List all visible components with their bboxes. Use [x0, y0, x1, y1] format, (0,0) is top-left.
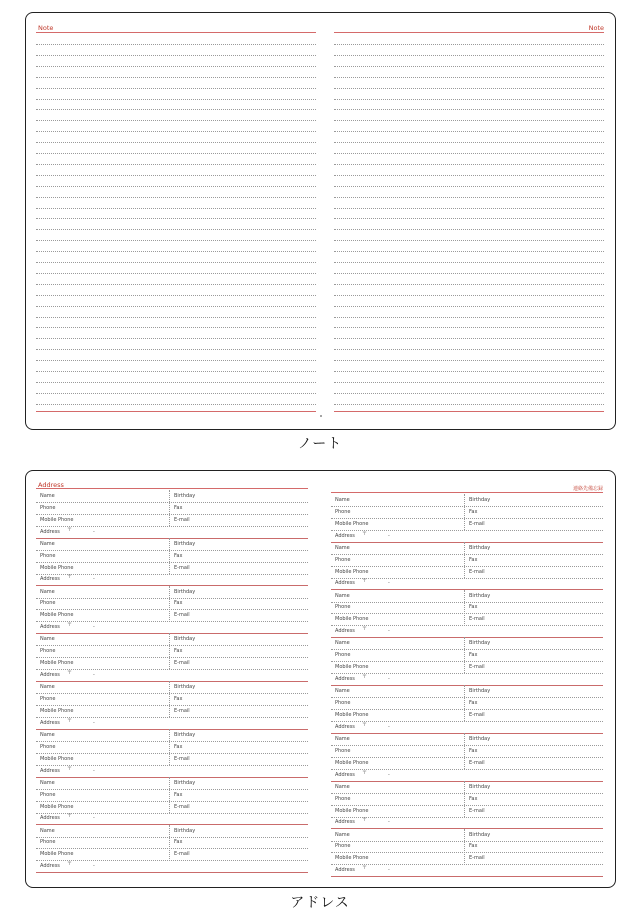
field-label: Birthday — [174, 779, 196, 786]
note-line — [36, 229, 316, 230]
field-label: Phone — [40, 743, 56, 750]
field-label: Phone — [40, 552, 56, 559]
note-line — [36, 338, 316, 339]
field-label: Mobile Phone — [335, 520, 369, 527]
note-left-title: Note — [38, 24, 54, 32]
note-line — [334, 229, 604, 230]
field-label: Fax — [174, 839, 183, 846]
note-line — [334, 66, 604, 67]
field-label: Phone — [40, 504, 56, 511]
field-label: Fax — [469, 795, 478, 802]
note-right-title: Note — [588, 24, 604, 32]
note-line — [36, 349, 316, 350]
field-label: Fax — [469, 604, 478, 611]
field-label: Phone — [335, 843, 351, 850]
note-spread — [25, 12, 616, 430]
note-line — [36, 371, 316, 372]
note-line — [334, 404, 604, 405]
address-entry — [331, 829, 603, 877]
field-label: Mobile Phone — [40, 612, 74, 619]
postal-mark: 〒 — [362, 817, 368, 824]
field-label: Name — [40, 827, 55, 834]
field-label: Phone — [335, 795, 351, 802]
field-label: Phone — [40, 648, 56, 655]
note-line — [36, 327, 316, 328]
field-label: Fax — [174, 696, 183, 703]
field-label: E-mail — [469, 759, 485, 766]
field-label: E-mail — [174, 564, 190, 571]
field-label: Birthday — [469, 640, 491, 647]
note-line — [36, 360, 316, 361]
field-label: Name — [40, 732, 55, 738]
postal-mark: 〒 — [362, 721, 368, 728]
postal-mark: 〒 — [67, 765, 73, 772]
field-label: Birthday — [469, 688, 491, 695]
field-label: Name — [40, 540, 55, 547]
note-line — [36, 109, 316, 110]
note-line — [36, 99, 316, 100]
field-label: Phone — [335, 508, 351, 515]
field-label: E-mail — [469, 664, 485, 671]
field-label: Phone — [335, 556, 351, 563]
note-line — [334, 251, 604, 252]
note-line — [36, 295, 316, 296]
field-label: Address — [40, 719, 60, 726]
field-label: Address — [335, 532, 355, 539]
field-label: E-mail — [174, 516, 190, 523]
note-line — [334, 186, 604, 187]
postal-mark: 〒 — [362, 674, 368, 681]
note-line — [36, 382, 316, 383]
note-line — [334, 120, 604, 121]
field-label: Mobile Phone — [40, 516, 74, 523]
address-entry — [36, 586, 308, 634]
field-label: Mobile Phone — [40, 803, 74, 810]
postal-dash: - — [93, 815, 95, 822]
note-line — [334, 208, 604, 209]
note-line — [36, 44, 316, 45]
note-line — [334, 153, 604, 154]
field-label: Fax — [469, 747, 478, 754]
field-label: Phone — [335, 604, 351, 611]
field-label: Fax — [174, 743, 183, 750]
postal-dash: - — [388, 723, 390, 730]
note-line — [36, 317, 316, 318]
field-label: Name — [335, 831, 350, 838]
field-label: Phone — [335, 747, 351, 754]
field-label: Mobile Phone — [40, 755, 74, 762]
postal-mark: 〒 — [362, 530, 368, 537]
field-label: Birthday — [469, 831, 491, 838]
address-entry — [331, 542, 603, 590]
column-divider — [464, 781, 465, 817]
field-label: E-mail — [469, 807, 485, 814]
field-label: Name — [40, 779, 55, 786]
note-line — [334, 197, 604, 198]
column-divider — [169, 777, 170, 813]
address-entry — [36, 490, 308, 538]
field-label: Phone — [335, 700, 351, 707]
field-label: Birthday — [469, 783, 491, 790]
note-line — [334, 218, 604, 219]
field-label: Name — [40, 636, 55, 643]
note-line — [334, 382, 604, 383]
column-divider — [464, 733, 465, 769]
field-label: Name — [40, 684, 55, 691]
column-divider — [169, 825, 170, 861]
postal-mark: 〒 — [67, 717, 73, 724]
note-line — [334, 55, 604, 56]
address-row — [331, 816, 603, 829]
postal-mark: 〒 — [67, 526, 73, 533]
column-divider — [464, 590, 465, 626]
field-label: Address — [40, 767, 60, 774]
field-label: Fax — [469, 508, 478, 515]
field-label: Birthday — [469, 736, 491, 742]
address-row — [36, 765, 308, 778]
address-left-title: Address — [38, 481, 64, 489]
postal-mark: 〒 — [67, 622, 73, 629]
address-row — [331, 673, 603, 686]
address-entry — [36, 681, 308, 729]
note-line — [36, 120, 316, 121]
note-caption: ノート — [297, 436, 343, 452]
postal-mark: 〒 — [362, 769, 368, 776]
address-row — [36, 621, 308, 634]
field-label: Fax — [174, 504, 183, 511]
postal-dash: - — [388, 819, 390, 826]
column-divider — [169, 633, 170, 669]
postal-mark: 〒 — [67, 574, 73, 581]
note-line — [334, 262, 604, 263]
field-label: Mobile Phone — [40, 660, 74, 667]
note-line — [36, 273, 316, 274]
field-label: Fax — [174, 552, 183, 559]
field-label: Phone — [40, 600, 56, 607]
note-line — [334, 175, 604, 176]
postal-dash: - — [388, 628, 390, 635]
address-row — [36, 812, 308, 825]
address-entry — [331, 494, 603, 542]
address-entry — [331, 590, 603, 638]
note-line — [334, 109, 604, 110]
field-label: Birthday — [174, 588, 196, 595]
note-line — [36, 175, 316, 176]
note-right-page — [334, 13, 604, 429]
address-caption: アドレス — [290, 895, 350, 911]
note-left-page — [36, 13, 316, 429]
field-label: Address — [40, 528, 60, 535]
field-label: Address — [335, 723, 355, 730]
address-row — [331, 625, 603, 638]
field-label: E-mail — [174, 707, 190, 714]
column-divider — [464, 685, 465, 721]
note-line — [334, 317, 604, 318]
field-label: Name — [335, 497, 350, 503]
note-line — [334, 240, 604, 241]
address-spread — [25, 470, 616, 888]
address-row — [36, 860, 308, 873]
column-divider — [464, 829, 465, 865]
note-line — [36, 131, 316, 132]
postal-mark: 〒 — [362, 626, 368, 633]
postal-dash: - — [93, 863, 95, 870]
postal-dash: - — [93, 719, 95, 726]
address-row — [36, 717, 308, 730]
field-label: Mobile Phone — [335, 759, 369, 766]
note-line — [334, 131, 604, 132]
field-label: Birthday — [469, 497, 491, 503]
note-line — [334, 349, 604, 350]
note-line — [334, 284, 604, 285]
note-line — [36, 77, 316, 78]
field-label: Address — [40, 576, 60, 583]
note-line — [334, 360, 604, 361]
field-label: Address — [335, 771, 355, 778]
field-label: Birthday — [469, 544, 491, 551]
field-label: E-mail — [174, 612, 190, 619]
postal-dash: - — [93, 624, 95, 631]
note-line — [334, 77, 604, 78]
column-divider — [464, 637, 465, 673]
note-line — [334, 306, 604, 307]
field-label: Phone — [40, 839, 56, 846]
postal-dash: - — [388, 771, 390, 778]
note-line — [334, 164, 604, 165]
note-line — [334, 393, 604, 394]
postal-dash: - — [93, 767, 95, 774]
field-label: Address — [40, 815, 60, 822]
field-label: Birthday — [174, 636, 196, 643]
field-label: E-mail — [469, 711, 485, 718]
address-entry — [36, 729, 308, 777]
field-label: Address — [335, 819, 355, 826]
field-label: Address — [335, 580, 355, 587]
postal-mark: 〒 — [67, 861, 73, 868]
note-line — [36, 66, 316, 67]
note-line — [36, 208, 316, 209]
note-line — [334, 295, 604, 296]
column-divider — [464, 542, 465, 578]
field-label: Mobile Phone — [40, 564, 74, 571]
field-label: Birthday — [174, 493, 196, 499]
field-label: Birthday — [174, 684, 196, 691]
note-line — [334, 273, 604, 274]
postal-mark: 〒 — [67, 670, 73, 677]
field-label: Mobile Phone — [335, 664, 369, 671]
field-label: Fax — [469, 843, 478, 850]
field-label: E-mail — [469, 520, 485, 527]
postal-dash: - — [93, 672, 95, 679]
field-label: Mobile Phone — [335, 807, 369, 814]
field-label: E-mail — [174, 851, 190, 858]
field-label: Fax — [469, 700, 478, 707]
address-row — [331, 721, 603, 734]
address-entry — [331, 733, 603, 781]
field-label: Name — [335, 544, 350, 551]
address-row — [36, 669, 308, 682]
postal-dash: - — [93, 528, 95, 535]
note-line — [36, 186, 316, 187]
note-line — [334, 99, 604, 100]
field-label: Fax — [174, 648, 183, 655]
field-label: Address — [335, 676, 355, 683]
field-label: Fax — [174, 791, 183, 798]
note-line — [334, 371, 604, 372]
note-footer-rule — [36, 411, 316, 412]
postal-dash: - — [93, 576, 95, 583]
postal-dash: - — [388, 580, 390, 587]
field-label: E-mail — [174, 803, 190, 810]
postal-dash: - — [388, 676, 390, 683]
address-entry — [36, 633, 308, 681]
field-label: Mobile Phone — [335, 855, 369, 862]
field-label: Mobile Phone — [335, 568, 369, 575]
postal-mark: 〒 — [362, 865, 368, 872]
field-label: Mobile Phone — [40, 851, 74, 858]
field-label: Phone — [40, 696, 56, 703]
field-label: Fax — [469, 652, 478, 659]
address-entry — [331, 685, 603, 733]
postal-mark: 〒 — [67, 813, 73, 820]
page-number-dot — [320, 415, 322, 417]
field-label: E-mail — [469, 855, 485, 862]
postal-dash: - — [388, 532, 390, 539]
field-label: Name — [335, 783, 350, 790]
field-label: Birthday — [469, 592, 491, 599]
field-label: Name — [40, 588, 55, 595]
note-line — [36, 404, 316, 405]
field-label: Name — [335, 736, 350, 742]
note-line — [36, 218, 316, 219]
field-label: Phone — [335, 652, 351, 659]
field-label: Name — [335, 688, 350, 695]
note-line — [334, 338, 604, 339]
note-line — [36, 262, 316, 263]
address-entry — [36, 777, 308, 825]
field-label: Address — [335, 628, 355, 635]
field-label: Name — [335, 640, 350, 647]
postal-dash: - — [388, 867, 390, 874]
address-entry — [331, 637, 603, 685]
field-label: E-mail — [469, 568, 485, 575]
note-line — [334, 327, 604, 328]
address-left-page — [36, 471, 308, 887]
address-row — [331, 577, 603, 590]
field-label: Birthday — [174, 732, 196, 738]
column-divider — [169, 729, 170, 765]
address-row — [331, 864, 603, 877]
field-label: Address — [40, 624, 60, 631]
note-line — [36, 142, 316, 143]
note-line — [36, 251, 316, 252]
address-row — [331, 769, 603, 782]
address-row — [36, 573, 308, 586]
address-entry — [36, 825, 308, 873]
field-label: Address — [40, 863, 60, 870]
address-right-title: 連絡先備忘録 — [572, 486, 603, 492]
field-label: Birthday — [174, 827, 196, 834]
column-divider — [169, 586, 170, 622]
field-label: Fax — [174, 600, 183, 607]
note-header-rule — [36, 32, 316, 33]
note-footer-rule — [334, 411, 604, 412]
note-line — [36, 284, 316, 285]
postal-mark: 〒 — [362, 578, 368, 585]
address-row — [331, 530, 603, 543]
note-line — [334, 44, 604, 45]
note-line — [36, 306, 316, 307]
field-label: Birthday — [174, 540, 196, 547]
note-line — [334, 142, 604, 143]
field-label: Name — [40, 493, 55, 499]
field-label: Address — [335, 867, 355, 874]
column-divider — [169, 538, 170, 574]
note-line — [36, 153, 316, 154]
column-divider — [169, 681, 170, 717]
note-line — [36, 164, 316, 165]
field-label: Mobile Phone — [335, 616, 369, 623]
field-label: Mobile Phone — [335, 711, 369, 718]
field-label: E-mail — [469, 616, 485, 623]
note-line — [36, 393, 316, 394]
field-label: E-mail — [174, 660, 190, 667]
address-header-rule — [331, 492, 603, 493]
address-right-page — [331, 471, 603, 887]
address-entry — [331, 781, 603, 829]
note-header-rule — [334, 32, 604, 33]
note-line — [334, 88, 604, 89]
column-divider — [169, 490, 170, 526]
address-row — [36, 526, 308, 539]
note-line — [36, 88, 316, 89]
note-line — [36, 240, 316, 241]
address-header-rule — [36, 488, 308, 489]
address-entry — [36, 538, 308, 586]
field-label: Fax — [469, 556, 478, 563]
field-label: Phone — [40, 791, 56, 798]
field-label: Address — [40, 672, 60, 679]
column-divider — [464, 494, 465, 530]
note-line — [36, 55, 316, 56]
field-label: Mobile Phone — [40, 707, 74, 714]
field-label: E-mail — [174, 755, 190, 762]
field-label: Name — [335, 592, 350, 599]
note-line — [36, 197, 316, 198]
